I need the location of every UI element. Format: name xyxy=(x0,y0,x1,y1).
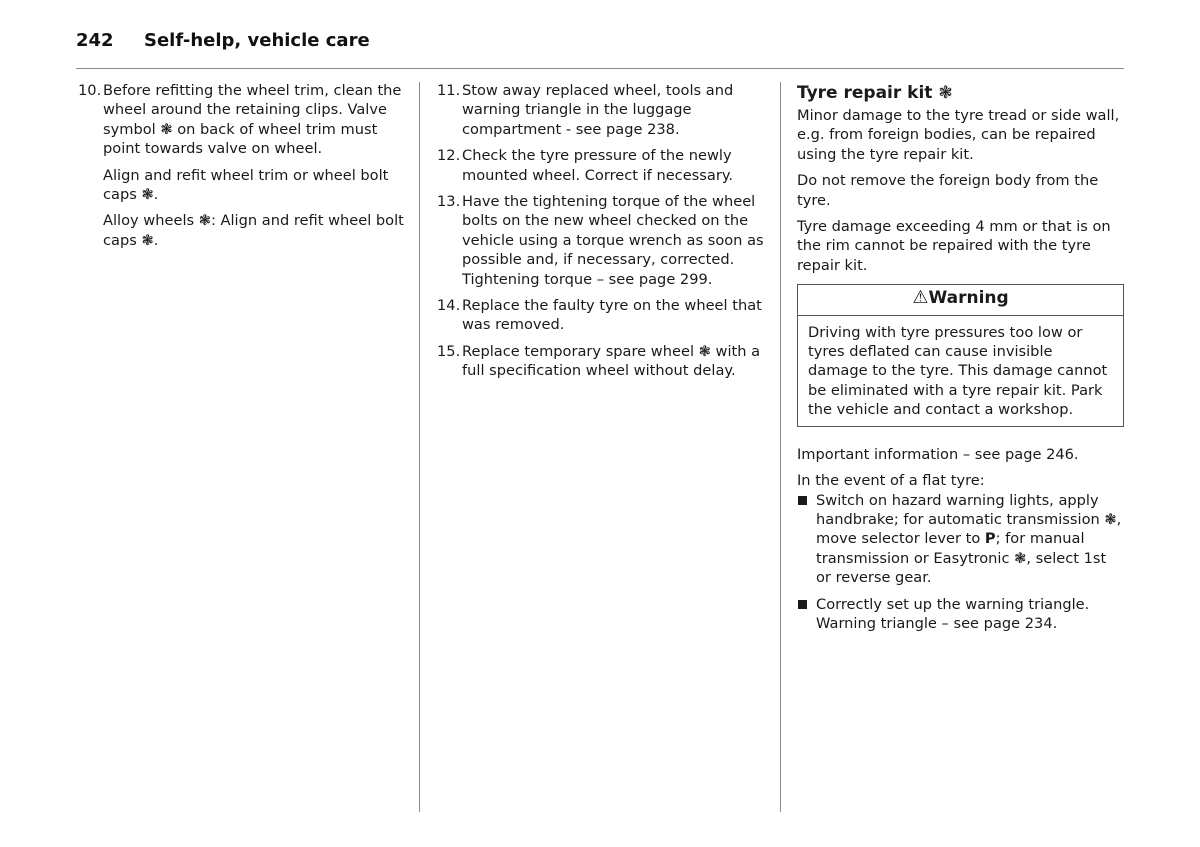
page-header xyxy=(76,30,370,51)
paragraph: Tyre damage exceeding 4 mm or that is on the rim cannot be repaired with the tyre repair kit. xyxy=(797,218,1111,274)
section-title: Tyre repair kit ❃ xyxy=(797,83,953,103)
bullet-text: Correctly set up the warning triangle. Warning triangle – see page 234. xyxy=(816,595,1090,632)
bullet-item xyxy=(797,595,1125,634)
list-item-number: 15. xyxy=(437,342,461,360)
warning-box xyxy=(797,284,1124,426)
paragraph: Do not remove the foreign body from the tyre. xyxy=(797,172,1099,209)
paragraph: In the event of a flat tyre: xyxy=(797,472,985,490)
list-item-number: 12. xyxy=(437,147,461,165)
paragraph: Align and refit wheel trim or wheel bolt caps ❃. xyxy=(103,166,389,204)
bullet-item xyxy=(797,491,1125,588)
list-item-text: Have the tightening torque of the wheel bolts on the new wheel checked on the vehicle using a torque wrench as soon as possible and, if necessary, corrected. Tightening torque – see page 299. xyxy=(462,193,764,288)
list-item-number: 10. xyxy=(78,82,102,99)
column-right xyxy=(797,81,1125,640)
warning-title: Warning xyxy=(928,288,1009,309)
list-item xyxy=(437,146,769,185)
list-item-text: Check the tyre pressure of the newly mounted wheel. Correct if necessary. xyxy=(462,147,734,184)
list-item xyxy=(437,342,769,381)
paragraph: Minor damage to the tyre tread or side wall, e.g. from foreign bodies, can be repaired using the tyre repair kit. xyxy=(797,107,1120,163)
list-item-number: 11. xyxy=(437,82,461,99)
paragraph: Important information – see page 246. xyxy=(797,445,1079,463)
list-item xyxy=(78,81,410,159)
list-item-text: Replace the faulty tyre on the wheel that was removed. xyxy=(462,297,762,334)
bullet-text-part: ; for manual transmission or Easytronic ❃, select 1st or reverse gear. xyxy=(816,530,1107,587)
chapter-title: Self-help, vehicle care xyxy=(144,30,370,51)
column-divider-1 xyxy=(419,82,420,812)
list-item xyxy=(437,81,769,139)
column-middle xyxy=(437,81,769,388)
page-number: 242 xyxy=(76,30,114,51)
selector-position-p: P xyxy=(984,530,996,548)
header-rule xyxy=(76,68,1124,69)
list-item-text: Before refitting the wheel trim, clean the wheel around the retaining clips. Valve symbol ❃ on back of wheel trim must point towards valve on wheel. xyxy=(103,82,402,158)
list-item xyxy=(437,192,769,289)
warning-triangle-icon: ⚠ xyxy=(912,287,929,309)
column-left xyxy=(78,81,410,257)
warning-header xyxy=(798,285,1123,315)
bullet-square-icon xyxy=(798,496,807,505)
list-item-number: 14. xyxy=(437,297,461,315)
list-item xyxy=(437,296,769,335)
list-item-text: Replace temporary spare wheel ❃ with a full specification wheel without delay. xyxy=(462,342,761,380)
list-item-number: 13. xyxy=(437,193,461,211)
bullet-text xyxy=(816,491,1125,588)
list-item-text: Stow away replaced wheel, tools and warning triangle in the luggage compartment - see page 238. xyxy=(462,82,734,138)
column-divider-2 xyxy=(780,82,781,812)
bullet-square-icon xyxy=(798,600,807,609)
paragraph: Alloy wheels ❃: Align and refit wheel bolt caps ❃. xyxy=(103,212,404,249)
warning-text: Driving with tyre pressures too low or tyres deflated can cause invisible damage to the tyre. This damage cannot be eliminated with a tyre repair kit. Park the vehicle and contact a workshop. xyxy=(808,323,1108,419)
bullet-text-part: Switch on hazard warning lights, apply handbrake; for automatic transmission ❃, move selector lever to xyxy=(816,491,1122,548)
